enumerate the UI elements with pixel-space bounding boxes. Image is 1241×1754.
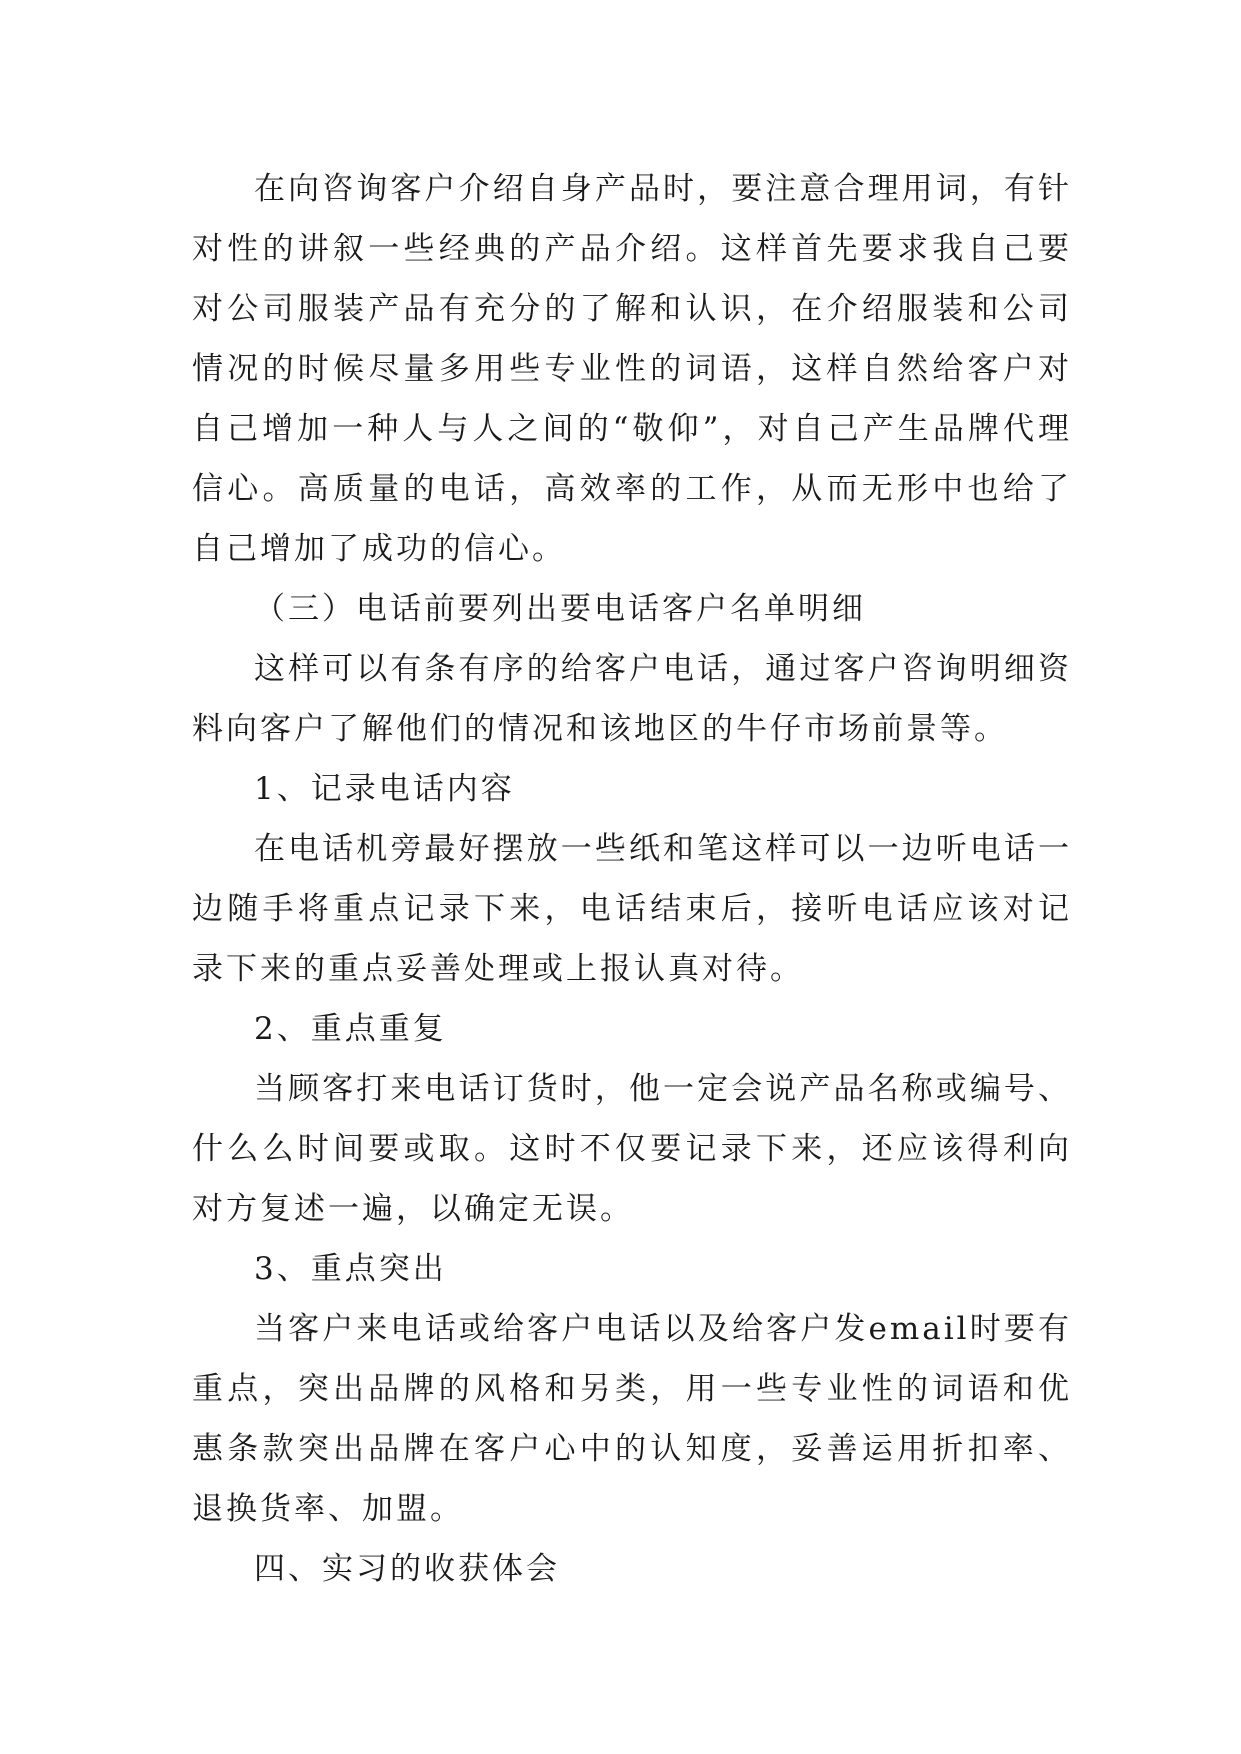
paragraph-product-introduction: 在向咨询客户介绍自身产品时，要注意合理用词，有针对性的讲叙一些经典的产品介绍。这样首先要求我自己要对公司服装产品有充分的了解和认识，在介绍服装和公司情况的时候尽量多用些专业性的词语，这样自然给客户对自己增加一种人与人之间的“敬仰”，对自己产生品牌代理信心。高质量的电话，高效率的工作，从而无形中也给了自己增加了成功的信心。 [192,171,1072,567]
section-heading-customer-list: （三）电话前要列出要电话客户名单明细 [254,591,866,627]
paragraph-record-call: 在电话机旁最好摆放一些纸和笔这样可以一边听电话一边随手将重点记录下来，电话结束后，接听电话应该对记录下来的重点妥善处理或上报认真对待。 [192,831,1072,987]
document-body [192,159,1072,1599]
section-heading-internship-takeaways: 四、实习的收获体会 [254,1551,560,1587]
paragraph-customer-list: 这样可以有条有序的给客户电话，通过客户咨询明细资料向客户了解他们的情况和该地区的牛仔市场前景等。 [192,651,1072,747]
subheading-repeat-key-points: 2、重点重复 [254,1011,447,1047]
subheading-record-call: 1、记录电话内容 [254,771,515,807]
paragraph-repeat-key-points: 当顾客打来电话订货时，他一定会说产品名称或编号、什么么时间要或取。这时不仅要记录下来，还应该得利向对方复述一遍，以确定无误。 [192,1071,1072,1227]
paragraph-highlight-key-points: 当客户来电话或给客户电话以及给客户发email时要有重点，突出品牌的风格和另类，用一些专业性的词语和优惠条款突出品牌在客户心中的认知度，妥善运用折扣率、退换货率、加盟。 [192,1311,1072,1527]
subheading-highlight-key-points: 3、重点突出 [254,1251,447,1287]
